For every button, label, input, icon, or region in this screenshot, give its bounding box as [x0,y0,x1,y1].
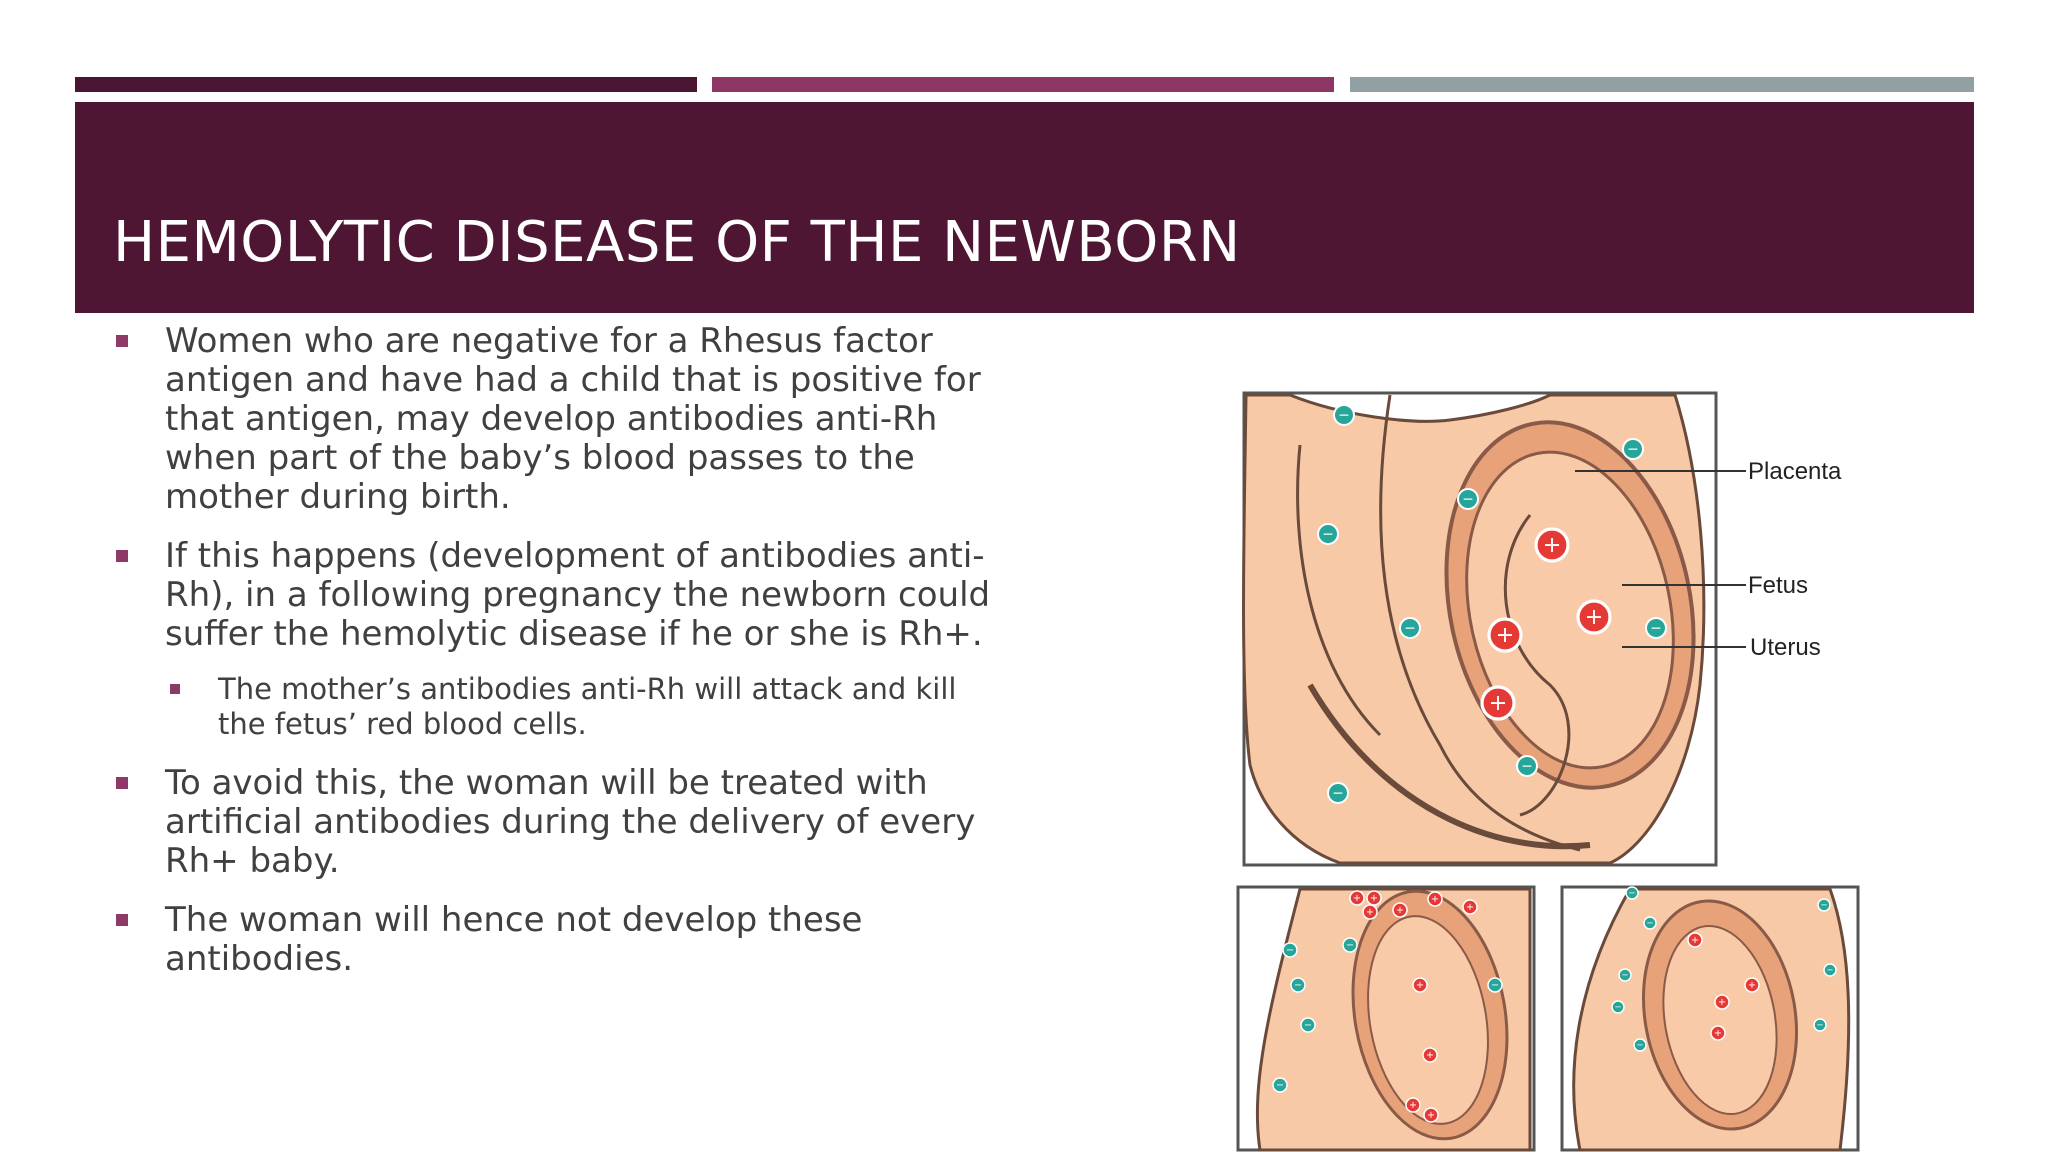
accent-bar-dark [75,77,697,92]
svg-text:+: + [1365,907,1375,919]
antibody-cell-icon [1343,938,1357,952]
bullet-item [110,537,1010,654]
sub-bullet-text: The mother’s antibodies anti-Rh will attack and kill the fetus’ red blood cells. [218,672,957,741]
antibody-cell-icon [1517,756,1537,776]
svg-text:−: − [1521,758,1533,775]
svg-text:−: − [1614,1001,1622,1012]
rh-positive-cell-icon [1367,891,1381,905]
svg-text:+: + [1415,980,1425,992]
bullet-item [110,901,1010,979]
antibody-cell-icon [1400,618,1420,638]
rh-positive-cell-icon [1711,1026,1725,1040]
svg-text:+: + [1369,893,1379,905]
svg-text:−: − [1322,526,1334,543]
pregnancy-illustration [1230,385,1870,1152]
antibody-cell-icon [1283,943,1297,957]
svg-text:−: − [1628,887,1636,898]
rh-positive-cell-icon [1423,1048,1437,1062]
svg-text:−: − [1636,1039,1644,1050]
svg-text:+: + [1395,905,1405,917]
fetus-label: Fetus [1748,572,1809,599]
svg-text:−: − [1345,940,1355,952]
antibody-cell-icon [1818,899,1830,911]
slide-title: HEMOLYTIC DISEASE OF THE NEWBORN [113,210,1241,275]
svg-text:+: + [1713,1028,1723,1040]
bullet-text: If this happens (development of antibodies anti-Rh), in a following pregnancy the newborn could suffer the hemolytic disease if he or she is Rh+. [165,536,991,654]
square-bullet-icon [116,914,128,926]
rh-positive-cell-icon [1413,978,1427,992]
svg-text:−: − [1627,441,1639,458]
title-band [75,102,1974,313]
svg-text:+: + [1584,604,1604,631]
svg-text:−: − [1332,785,1344,802]
svg-text:−: − [1621,969,1629,980]
antibody-cell-icon [1328,783,1348,803]
svg-text:−: − [1826,964,1834,975]
rh-positive-cell-icon [1428,892,1442,906]
square-bullet-icon [170,684,180,694]
accent-bar-gray [1350,77,1974,92]
svg-text:+: + [1352,893,1362,905]
antibody-cell-icon [1626,887,1638,899]
antibody-cell-icon [1291,978,1305,992]
placenta-label: Placenta [1748,458,1842,485]
antibody-cell-icon [1646,618,1666,638]
lower-left-panel [1238,879,1534,1151]
antibody-cell-icon [1814,1019,1826,1031]
antibody-cell-icon [1488,978,1502,992]
svg-text:+: + [1542,532,1562,559]
svg-text:−: − [1404,620,1416,637]
rh-positive-cell-icon [1578,601,1610,633]
square-bullet-icon [116,335,128,347]
svg-text:−: − [1275,1080,1285,1092]
rh-positive-cell-icon [1489,619,1521,651]
lower-right-panel [1562,887,1858,1150]
svg-text:+: + [1717,997,1727,1009]
rh-positive-cell-icon [1688,933,1702,947]
svg-text:−: − [1820,899,1828,910]
bullet-text: To avoid this, the woman will be treated with artificial antibodies during the delivery of every Rh+ baby. [165,763,976,881]
antibody-cell-icon [1318,524,1338,544]
rh-positive-cell-icon [1482,687,1514,719]
svg-text:+: + [1495,622,1515,649]
antibody-cell-icon [1644,917,1656,929]
bullet-item [110,764,1010,881]
rh-positive-cell-icon [1406,1098,1420,1112]
bullet-text: Women who are negative for a Rhesus factor antigen and have had a child that is positive for that antigen, may develop antibodies anti-Rh when part of the baby’s blood passes to the mother during birth. [165,321,981,517]
bullet-item [110,322,1010,517]
rh-positive-cell-icon [1393,903,1407,917]
rh-positive-cell-icon [1463,900,1477,914]
sub-bullet-item [110,672,1010,742]
antibody-cell-icon [1458,489,1478,509]
svg-text:−: − [1650,620,1662,637]
rh-positive-cell-icon [1745,978,1759,992]
svg-text:+: + [1690,935,1700,947]
bullet-list [110,322,1010,999]
uterus-label: Uterus [1750,634,1821,661]
rh-positive-cell-icon [1424,1108,1438,1122]
accent-bar-magenta [712,77,1334,92]
bullet-text: The woman will hence not develop these antibodies. [165,900,863,979]
svg-text:−: − [1303,1020,1313,1032]
square-bullet-icon [116,550,128,562]
antibody-cell-icon [1612,1001,1624,1013]
svg-text:−: − [1285,945,1295,957]
antibody-cell-icon [1634,1039,1646,1051]
antibody-cell-icon [1619,969,1631,981]
rh-positive-cell-icon [1363,905,1377,919]
svg-text:+: + [1430,894,1440,906]
antibody-cell-icon [1301,1018,1315,1032]
antibody-cell-icon [1273,1078,1287,1092]
svg-text:−: − [1338,407,1350,424]
antibody-cell-icon [1623,439,1643,459]
svg-text:+: + [1465,902,1475,914]
svg-text:−: − [1490,980,1500,992]
svg-text:−: − [1816,1019,1824,1030]
svg-text:−: − [1462,491,1474,508]
svg-text:−: − [1646,917,1654,928]
rh-positive-cell-icon [1350,891,1364,905]
rh-positive-cell-icon [1536,529,1568,561]
svg-text:+: + [1426,1110,1436,1122]
svg-text:+: + [1425,1050,1435,1062]
rh-positive-cell-icon [1715,995,1729,1009]
svg-text:−: − [1293,980,1303,992]
square-bullet-icon [116,777,128,789]
svg-text:+: + [1747,980,1757,992]
svg-text:+: + [1408,1100,1418,1112]
antibody-cell-icon [1824,964,1836,976]
svg-text:+: + [1488,690,1508,717]
antibody-cell-icon [1334,405,1354,425]
